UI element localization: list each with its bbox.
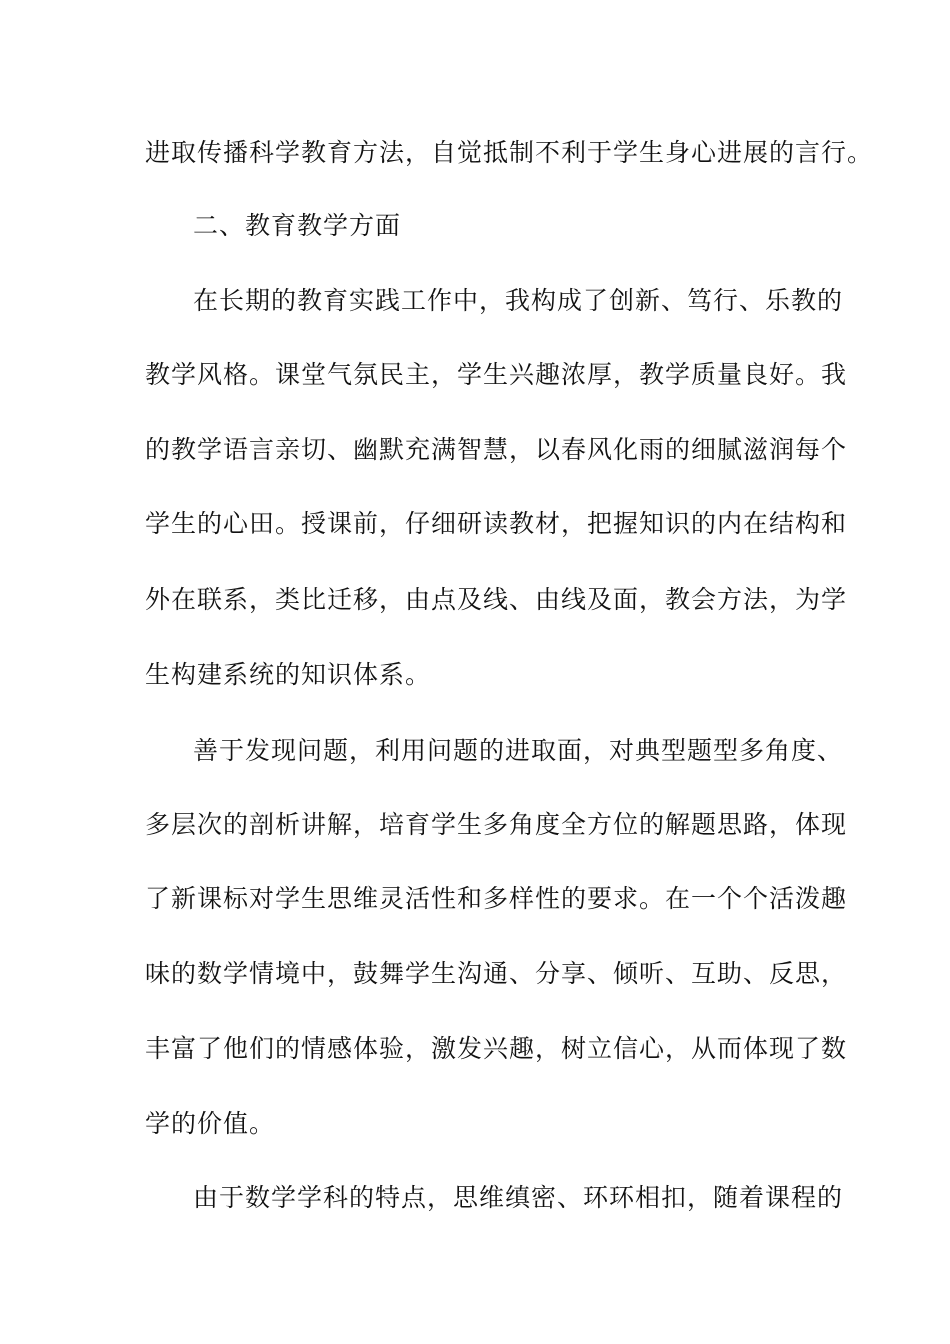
body-text-line: 学的价值。 xyxy=(145,1109,276,1138)
body-text-line: 多层次的剖析讲解，培育学生多角度全方位的解题思路，体现 xyxy=(145,810,848,839)
body-text-line: 味的数学情境中，鼓舞学生沟通、分享、倾听、互助、反思， xyxy=(145,959,848,988)
body-text-line: 学生的心田。授课前，仔细研读教材，把握知识的内在结构和 xyxy=(145,509,848,538)
body-text-line: 善于发现问题，利用问题的进取面，对典型题型多角度、 xyxy=(193,736,844,765)
body-text-line: 进取传播科学教育方法，自觉抵制不利于学生身心进展的言行。 xyxy=(145,138,874,167)
body-text-line: 外在联系，类比迁移，由点及线、由线及面，教会方法，为学 xyxy=(145,585,848,614)
body-text-line: 丰富了他们的情感体验，激发兴趣，树立信心，从而体现了数 xyxy=(145,1034,848,1063)
body-text-line: 了新课标对学生思维灵活性和多样性的要求。在一个个活泼趣 xyxy=(145,884,848,913)
body-text-line: 在长期的教育实践工作中，我构成了创新、笃行、乐教的 xyxy=(193,286,844,315)
section-heading: 二、教育教学方面 xyxy=(193,211,402,240)
body-text-line: 生构建系统的知识体系。 xyxy=(145,660,432,689)
body-text-line: 教学风格。课堂气氛民主，学生兴趣浓厚，教学质量良好。我 xyxy=(145,360,848,389)
body-text-line: 的教学语言亲切、幽默充满智慧，以春风化雨的细腻滋润每个 xyxy=(145,435,848,464)
body-text-line: 由于数学学科的特点，思维缜密、环环相扣，随着课程的 xyxy=(193,1183,844,1212)
